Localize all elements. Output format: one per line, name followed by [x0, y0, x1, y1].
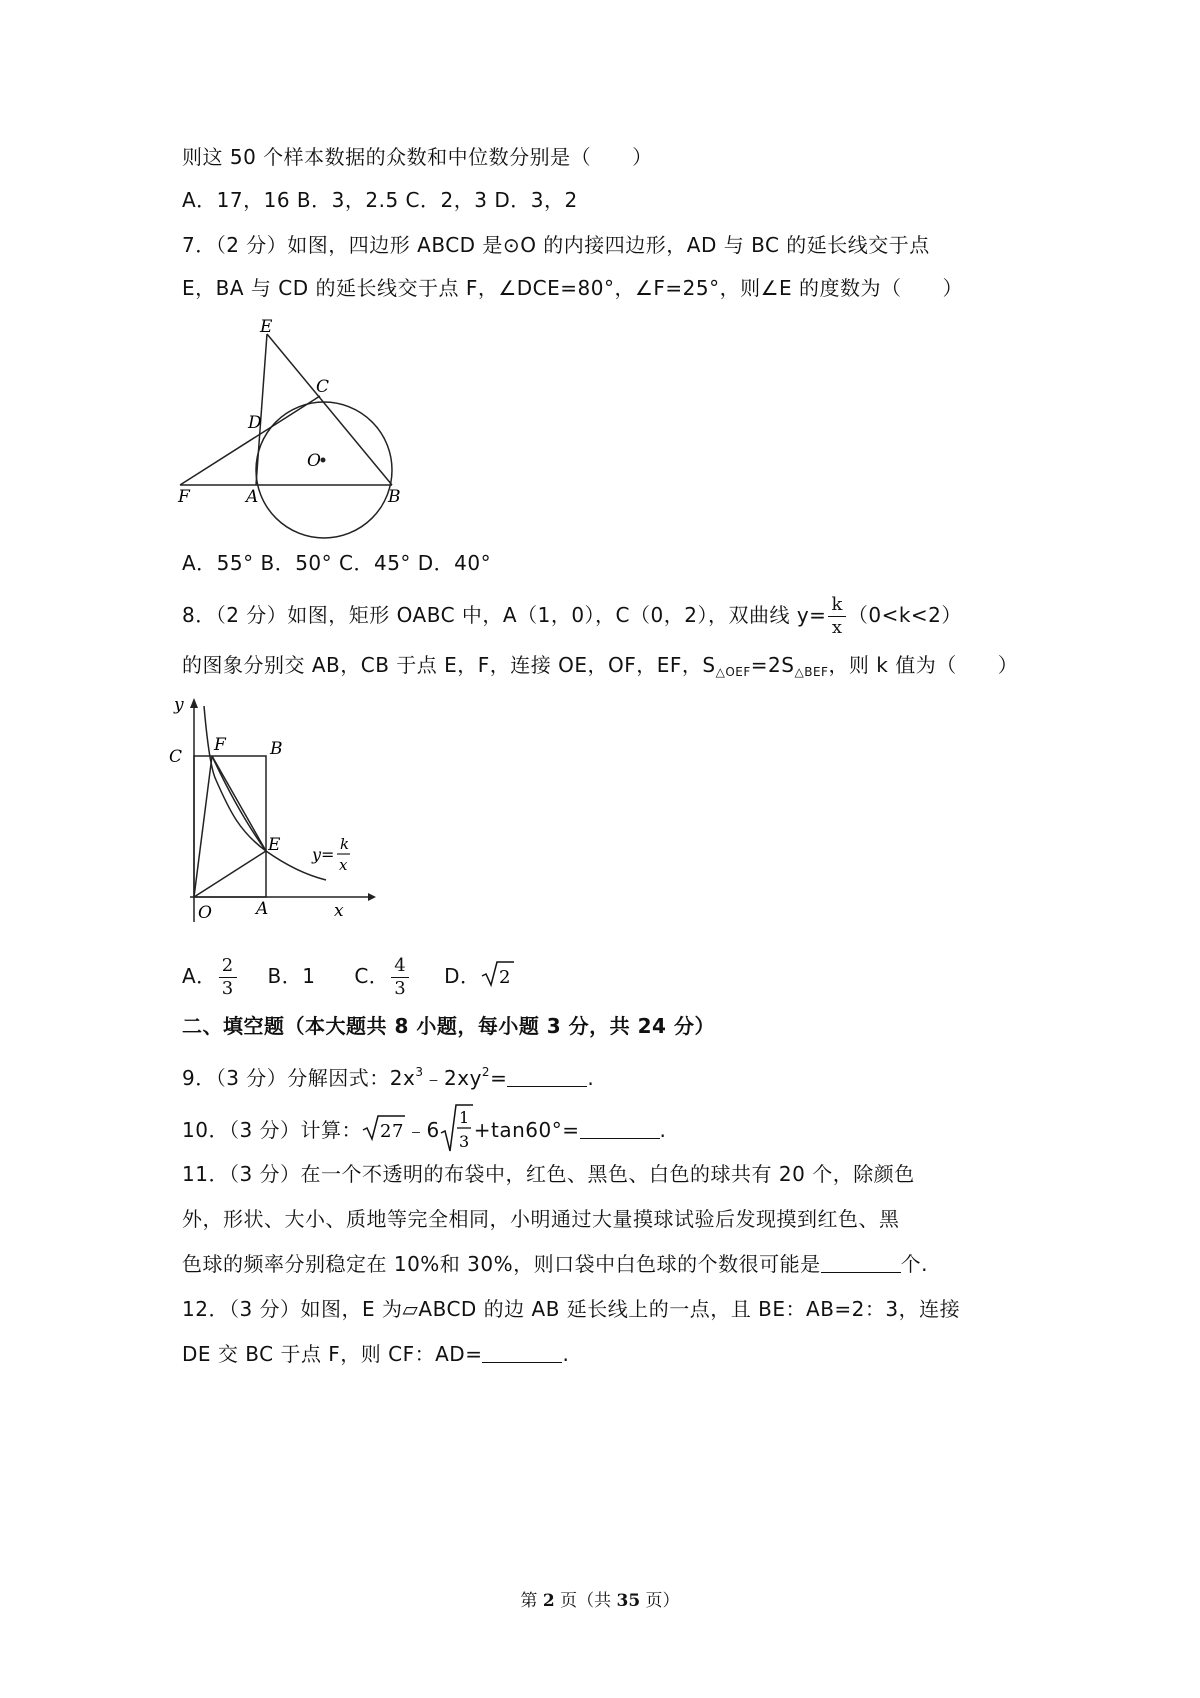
total-pages: 35	[616, 1591, 641, 1611]
q9-text-part: 9．（3 分）分解因式：2x	[182, 1066, 416, 1090]
subscript: △BEF	[794, 665, 829, 679]
q8-text-part: ，则 k 值为（ ）	[828, 653, 1019, 677]
label-e: E	[268, 835, 281, 855]
line-of	[194, 756, 212, 897]
answer-blank[interactable]	[821, 1254, 901, 1273]
label-f: F	[214, 735, 226, 755]
fraction-denominator: x	[831, 617, 843, 638]
label-o: O	[307, 451, 321, 471]
y-axis-arrow	[190, 698, 198, 708]
fraction-numerator: 2	[219, 957, 237, 978]
footer-text: 页）	[640, 1591, 680, 1611]
label-b: B	[270, 739, 283, 759]
option-d-label: D．	[444, 964, 481, 988]
line-fc	[180, 396, 320, 485]
q11-text-part: 色球的频率分别稳定在 10%和 30%，则口袋中白色球的个数很可能是	[182, 1252, 821, 1276]
curve-label-denominator: x	[339, 856, 348, 874]
q7-figure	[180, 312, 420, 542]
fraction-numerator: 1	[458, 1108, 470, 1127]
q9-text-part: =	[490, 1066, 508, 1090]
q10-text-part: 10．（3 分）计算：	[182, 1118, 363, 1142]
q10-text-part: +tan60°=	[473, 1118, 580, 1142]
subscript: △OEF	[715, 665, 751, 679]
q7-text: 7．（2 分）如图，四边形 ABCD 是⊙O 的内接四边形，AD 与 BC 的延长线交于点	[182, 233, 930, 257]
fraction-numerator: 4	[391, 957, 409, 978]
line-oe	[194, 851, 266, 897]
q8-text-part: =2S	[750, 653, 795, 677]
page-number: 2	[542, 1591, 555, 1611]
q12-text	[182, 1340, 569, 1368]
radical-sign-icon	[481, 960, 515, 988]
section-2-heading: 二、填空题（本大题共 8 小题，每小题 3 分，共 24 分）	[182, 1014, 715, 1038]
period: .	[659, 1118, 667, 1142]
label-b: B	[388, 487, 401, 507]
curve-label-numerator: k	[340, 835, 350, 853]
fraction-numerator: k	[828, 596, 845, 617]
label-e: E	[260, 317, 273, 337]
fraction-denominator: 3	[221, 978, 234, 999]
superscript: 2	[481, 1065, 491, 1079]
label-a: A	[246, 487, 259, 507]
answer-blank[interactable]	[507, 1068, 587, 1087]
footer-text: 页（共	[554, 1591, 617, 1611]
hyperbola-curve	[204, 706, 326, 880]
q8-text-part: 的图象分别交 AB，CB 于点 E，F，连接 OE，OF，EF，S	[182, 653, 716, 677]
option-c-label: C．	[354, 964, 390, 988]
period: .	[562, 1342, 570, 1366]
option-b: B．1	[267, 964, 316, 988]
q8-text-part: （0<k<2）	[847, 603, 962, 627]
q7-options: A．55° B．50° C．45° D．40°	[182, 551, 492, 575]
label-y: y	[174, 695, 184, 715]
q10-text	[182, 1103, 666, 1160]
q12-text-part: DE 交 BC 于点 F，则 CF：AD=	[182, 1342, 483, 1366]
sqrt-one-third	[440, 1103, 474, 1160]
x-axis-arrow	[368, 893, 376, 901]
label-x: x	[334, 901, 344, 921]
q8-text-part: 8．（2 分）如图，矩形 OABC 中，A（1，0），C（0，2），双曲线 y=	[182, 603, 827, 627]
q12-text: 12．（3 分）如图，E 为▱ABCD 的边 AB 延长线上的一点，且 BE：AB=2：3，连接	[182, 1297, 961, 1321]
footer-text: 第	[520, 1591, 543, 1611]
q11-text	[182, 1250, 928, 1278]
k-over-x-fraction	[828, 596, 845, 637]
line-eb	[267, 334, 392, 485]
option-a-label: A．	[182, 964, 217, 988]
superscript: 3	[415, 1065, 424, 1079]
q6-options: A．17，16 B．3，2.5 C．2，3 D．3，2	[182, 188, 578, 212]
q9-text-part: ﹣2xy	[423, 1066, 482, 1090]
label-a: A	[256, 899, 269, 919]
label-d: D	[248, 413, 262, 433]
sqrt-2	[481, 960, 515, 995]
q8-text	[182, 596, 962, 637]
label-f: F	[178, 487, 190, 507]
text-line: 则这 50 个样本数据的众数和中位数分别是（ ）	[182, 145, 653, 169]
q7-text: E，BA 与 CD 的延长线交于点 F，∠DCE=80°，∠F=25°，则∠E 的度数为（ ）	[182, 276, 964, 300]
radicand: 2	[498, 967, 511, 988]
radical-sign-icon	[440, 1103, 474, 1153]
line-fe	[212, 756, 266, 851]
q9-text	[182, 1058, 594, 1092]
curve-label: y=	[312, 845, 335, 864]
answer-blank[interactable]	[482, 1344, 562, 1363]
radicand: 27	[380, 1121, 404, 1142]
center-point	[321, 458, 326, 463]
option-c-fraction	[391, 957, 409, 998]
q8-text	[182, 651, 1018, 686]
circle-o	[256, 402, 392, 538]
q11-text-part: 个.	[900, 1252, 928, 1276]
rectangle-oabc	[194, 756, 266, 897]
q10-text-part: ﹣6	[406, 1118, 440, 1142]
label-c: C	[169, 747, 183, 767]
fraction-denominator: 3	[458, 1132, 470, 1151]
fraction-denominator: 3	[394, 978, 407, 999]
answer-blank[interactable]	[580, 1120, 660, 1139]
line-ea	[256, 334, 267, 485]
period: .	[587, 1066, 595, 1090]
label-c: C	[316, 377, 330, 397]
q8-figure	[169, 692, 380, 932]
option-a-fraction	[219, 957, 237, 998]
label-o: O	[198, 903, 212, 923]
radical-sign-icon	[362, 1114, 406, 1142]
q8-options	[182, 957, 515, 998]
q11-text: 11．（3 分）在一个不透明的布袋中，红色、黑色、白色的球共有 20 个，除颜色	[182, 1162, 915, 1186]
page-footer	[0, 1586, 1200, 1611]
q11-text: 外，形状、大小、质地等完全相同，小明通过大量摸球试验后发现摸到红色、黑	[182, 1207, 900, 1231]
sqrt-27	[362, 1114, 406, 1149]
